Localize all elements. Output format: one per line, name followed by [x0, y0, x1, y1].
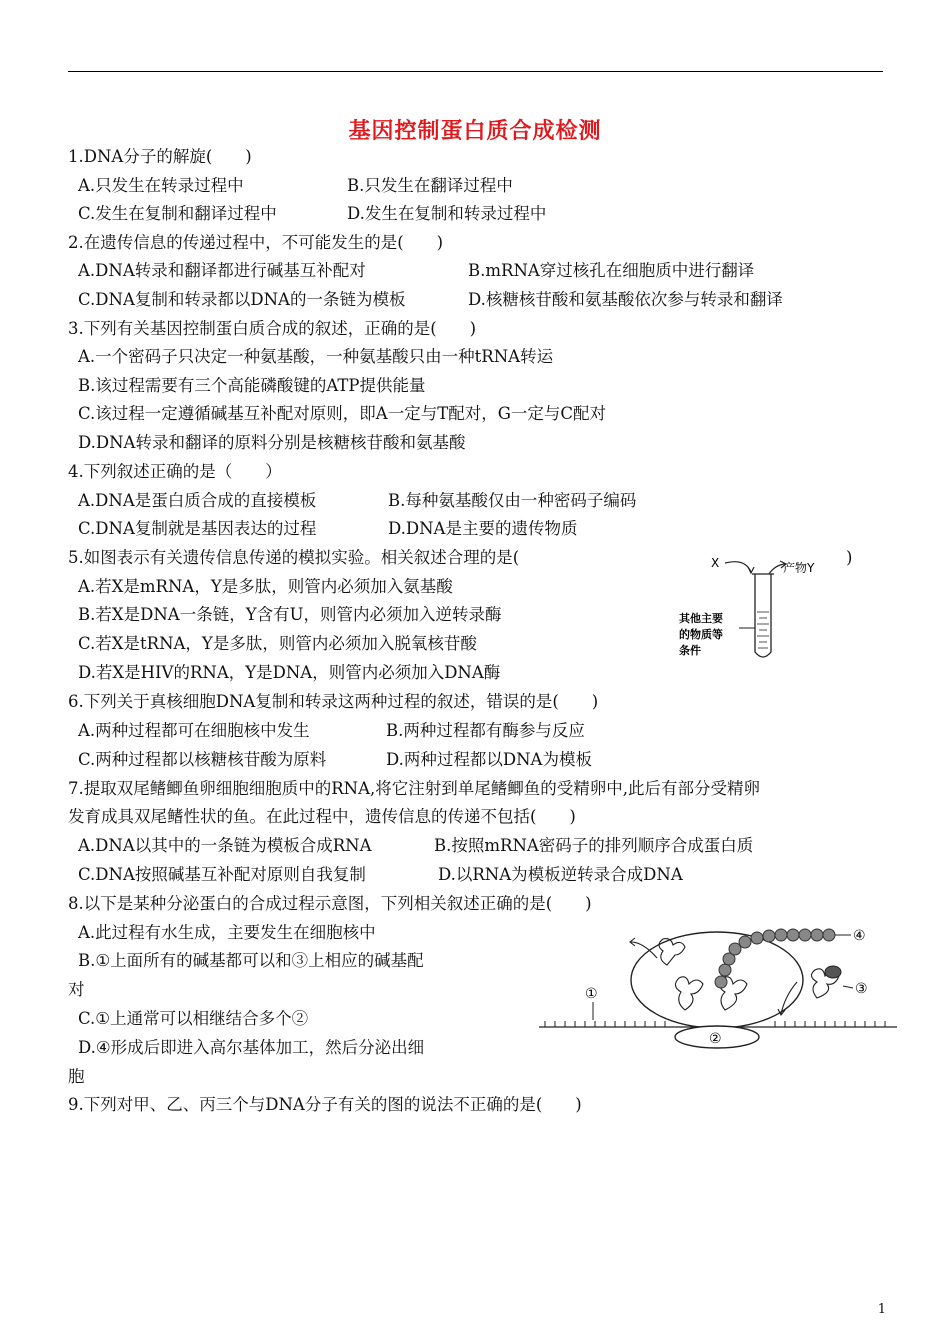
option-4c: C.DNA复制就是基因表达的过程 [78, 519, 317, 538]
option-3c: C.该过程一定遵循碱基互补配对原则，即A一定与T配对，G一定与C配对 [78, 404, 607, 423]
tube-side-label-1: 其他主要 [679, 612, 723, 625]
option-7c: C.DNA按照碱基互补配对原则自我复制 [78, 865, 366, 884]
option-6b: B.两种过程都有酶参与反应 [386, 721, 585, 740]
option-3b: B.该过程需要有三个高能磷酸键的ATP提供能量 [78, 376, 426, 395]
question-7-line-1: 7.提取双尾鳍鲫鱼卵细胞细胞质中的RNA,将它注射到单尾鳍鲫鱼的受精卵中,此后有部分受精卵 [68, 779, 761, 798]
question-9: 9.下列对甲、乙、丙三个与DNA分子有关的图的说法不正确的是( ) [68, 1095, 582, 1114]
question-6: 6.下列关于真核细胞DNA复制和转录这两种过程的叙述，错误的是( ) [68, 692, 599, 711]
option-6c: C.两种过程都以核糖核苷酸为原料 [78, 750, 327, 769]
question-1: 1.DNA分子的解旋( ) [68, 147, 252, 166]
option-3d: D.DNA转录和翻译的原料分别是核糖核苷酸和氨基酸 [78, 433, 466, 452]
option-6a: A.两种过程都可在细胞核中发生 [78, 721, 310, 740]
page-title: 基因控制蛋白质合成检测 [348, 119, 602, 144]
option-4d: D.DNA是主要的遗传物质 [388, 519, 578, 538]
option-2c: C.DNA复制和转录都以DNA的一条链为模板 [78, 290, 406, 309]
ribosome-label-3: ③ [855, 981, 868, 997]
option-8d-cont: 胞 [68, 1067, 85, 1086]
question-5: 5.如图表示有关遗传信息传递的模拟实验。相关叙述合理的是( [68, 548, 520, 567]
question-8: 8.以下是某种分泌蛋白的合成过程示意图，下列相关叙述正确的是( ) [68, 894, 592, 913]
question-3: 3.下列有关基因控制蛋白质合成的叙述，正确的是( ) [68, 319, 477, 338]
tube-input-label: X [711, 556, 720, 570]
option-8a: A.此过程有水生成，主要发生在细胞核中 [78, 923, 376, 942]
ribosome-label-2: ② [709, 1031, 722, 1047]
option-8c: C.①上通常可以相继结合多个② [78, 1009, 309, 1028]
option-7a: A.DNA以其中的一条链为模板合成RNA [78, 836, 372, 855]
option-6d: D.两种过程都以DNA为模板 [386, 750, 592, 769]
option-8b-cont: 对 [68, 980, 85, 999]
question-4: 4.下列叙述正确的是（ ） [68, 462, 282, 481]
option-4b: B.每种氨基酸仅由一种密码子编码 [388, 491, 637, 510]
tube-side-label-2: 的物质等 [679, 628, 723, 641]
test-tube-figure [675, 550, 845, 665]
option-1b: B.只发生在翻译过程中 [347, 176, 513, 195]
option-1a: A.只发生在转录过程中 [78, 176, 244, 195]
tube-output-label: 产物Y [783, 561, 815, 575]
option-2d: D.核糖核苷酸和氨基酸依次参与转录和翻译 [468, 290, 783, 309]
option-4a: A.DNA是蛋白质合成的直接模板 [78, 491, 317, 510]
option-8d: D.④形成后即进入高尔基体加工，然后分泌出细 [78, 1038, 425, 1057]
question-5-close-paren: ) [846, 548, 853, 567]
option-2b: B.mRNA穿过核孔在细胞质中进行翻译 [468, 261, 755, 280]
option-1d: D.发生在复制和转录过程中 [347, 204, 547, 223]
option-5a: A.若X是mRNA，Y是多肽，则管内必须加入氨基酸 [78, 577, 453, 596]
header-rule [68, 71, 883, 72]
option-3a: A.一个密码子只决定一种氨基酸，一种氨基酸只由一种tRNA转运 [78, 347, 554, 366]
option-2a: A.DNA转录和翻译都进行碱基互补配对 [78, 261, 366, 280]
option-5c: C.若X是tRNA，Y是多肽，则管内必须加入脱氧核苷酸 [78, 634, 477, 653]
option-1c: C.发生在复制和翻译过程中 [78, 204, 277, 223]
option-7d: D.以RNA为模板逆转录合成DNA [438, 865, 683, 884]
option-7b: B.按照mRNA密码子的排列顺序合成蛋白质 [434, 836, 754, 855]
tube-side-label-3: 条件 [679, 644, 701, 657]
page-number: 1 [877, 1302, 886, 1317]
question-7-line-2: 发育成具双尾鳍性状的鱼。在此过程中，遗传信息的传递不包括( ) [68, 807, 576, 826]
ribosome-figure [535, 920, 900, 1055]
ribosome-label-4: ④ [853, 928, 866, 944]
option-5b: B.若X是DNA一条链，Y含有U，则管内必须加入逆转录酶 [78, 605, 502, 624]
option-8b: B.①上面所有的碱基都可以和③上相应的碱基配 [78, 951, 424, 970]
option-5d: D.若X是HIV的RNA，Y是DNA，则管内必须加入DNA酶 [78, 663, 501, 682]
ribosome-label-1: ① [585, 986, 598, 1002]
question-2: 2.在遗传信息的传递过程中，不可能发生的是( ) [68, 233, 444, 252]
